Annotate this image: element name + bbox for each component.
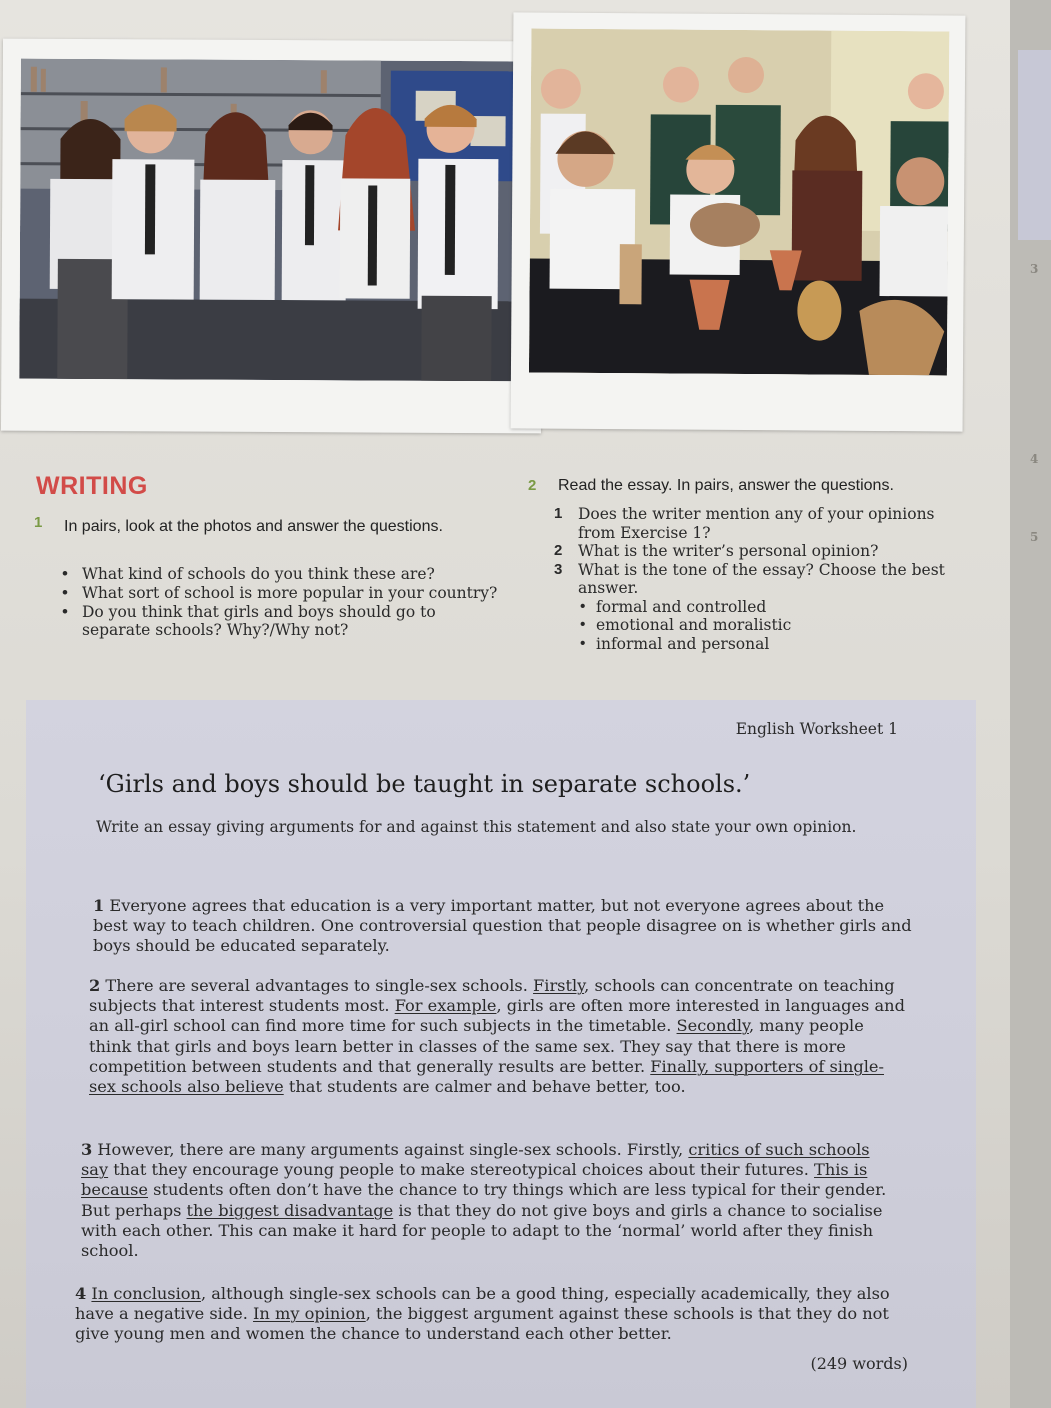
word-count: (249 words) [810, 1354, 908, 1373]
question-number: 2 [554, 542, 563, 559]
paragraph-text: that they encourage young people to make stereotypical choices about their futures. [108, 1160, 815, 1180]
underlined-phrase: In conclusion [91, 1284, 201, 1303]
worksheet-label: English Worksheet 1 [735, 720, 898, 738]
essay-paragraph-3 [81, 1140, 901, 1261]
exercise-2-question [554, 542, 974, 561]
classroom-pottery-photo [529, 29, 949, 376]
exercise-1-questions [58, 565, 498, 640]
essay-paragraph-4 [75, 1284, 915, 1345]
underlined-phrase: For example [394, 996, 497, 1016]
essay-instruction: Write an essay giving arguments for and against this statement and also state your own opinion. [96, 818, 857, 836]
photo-frame-students [1, 39, 543, 434]
page-tab [1018, 50, 1051, 240]
paragraph-number: 3 [81, 1140, 93, 1159]
paragraph-text: However, there are many arguments against single-sex schools. Firstly, [92, 1140, 689, 1159]
students-photo-illustration [19, 59, 521, 382]
essay-paragraph-2 [89, 976, 909, 1097]
exercise-1-question: • What sort of school is more popular in your country? [58, 584, 498, 602]
tone-options [578, 598, 974, 654]
question-text: What is the writer’s personal opinion? [578, 542, 879, 560]
exercise-2-question [554, 505, 974, 542]
paragraph-text: is that they do not give boys and girls a chance to socialise with each other. This can make it hard for people to adapt to the ‘normal’ world after they finish school. [81, 1200, 883, 1261]
photo-frame-classroom [511, 12, 966, 431]
underlined-phrase: Firstly [533, 976, 585, 995]
paragraph-number: 2 [89, 976, 101, 995]
question-text: Does the writer mention any of your opinions from Exercise 1? [578, 505, 935, 542]
underlined-phrase: critics of such schools say [81, 1140, 870, 1180]
exercise-1-question: • Do you think that girls and boys should go to separate schools? Why?/Why not? [58, 603, 498, 639]
paragraph-text: , many people think that girls and boys learn better in classes of the same sex. They say that there is more competition between students and that generally results are better. [89, 1016, 864, 1076]
essay-worksheet [26, 700, 976, 1408]
classroom-photo-illustration [529, 29, 949, 376]
paragraph-text: , the biggest argument against these schools is that they do not give young men and women the chance to understand each other better. [75, 1304, 889, 1344]
margin-number: 3 [1030, 262, 1039, 276]
margin-number: 5 [1030, 530, 1039, 544]
paragraph-text: , schools can concentrate on teaching subjects that interest students most. [89, 976, 895, 1016]
exercise-2-instruction: Read the essay. In pairs, answer the questions. [558, 477, 894, 494]
paragraph-text: students often don’t have the chance to try things which are less typical for their gender. But perhaps [81, 1180, 887, 1220]
tone-option: • emotional and moralistic [578, 616, 974, 635]
paragraph-text: that students are calmer and behave better, too. [283, 1077, 686, 1097]
exercise-1-number: 1 [34, 514, 43, 531]
tone-option: • formal and controlled [578, 598, 974, 617]
underlined-phrase: Secondly [676, 1016, 749, 1036]
exercise-1-instruction: In pairs, look at the photos and answer the questions. [64, 518, 443, 535]
paragraph-text: , although single-sex schools can be a good thing, especially academically, they also have a negative side. [75, 1284, 890, 1324]
paragraph-text: , girls are often more interested in languages and an all-girl school can find more time for such subjects in the timetable. [89, 996, 905, 1036]
paragraph-number: 1 [93, 896, 105, 915]
paragraph-text: Everyone agrees that education is a very important matter, but not everyone agrees about the best way to teach children. One controversial question that people disagree on is whether girls and boys should be educated separately. [93, 896, 912, 956]
paragraph-text: There are several advantages to single-sex schools. [100, 976, 534, 995]
question-number: 3 [554, 560, 563, 578]
exercise-2-questions [554, 505, 974, 653]
writing-heading: WRITING [36, 472, 148, 500]
essay-paragraph-1 [93, 896, 913, 957]
underlined-phrase: the biggest disadvantage [186, 1200, 394, 1220]
margin-number: 4 [1030, 452, 1039, 466]
students-library-photo [19, 59, 521, 382]
question-number: 1 [554, 505, 563, 522]
exercise-1-question: • What kind of schools do you think these are? [58, 565, 498, 583]
essay-title: ‘Girls and boys should be taught in separate schools.’ [98, 770, 751, 798]
underlined-phrase: In my opinion [253, 1304, 366, 1324]
underlined-phrase: This is because [81, 1160, 868, 1200]
paragraph-number: 4 [75, 1284, 87, 1303]
tone-option: • informal and personal [578, 635, 974, 654]
underlined-phrase: Finally, supporters of single-sex schools also believe [89, 1056, 884, 1097]
exercise-2-question [554, 561, 974, 654]
exercise-2-number: 2 [528, 477, 537, 494]
question-text: What is the tone of the essay? Choose the best answer. [578, 560, 945, 597]
